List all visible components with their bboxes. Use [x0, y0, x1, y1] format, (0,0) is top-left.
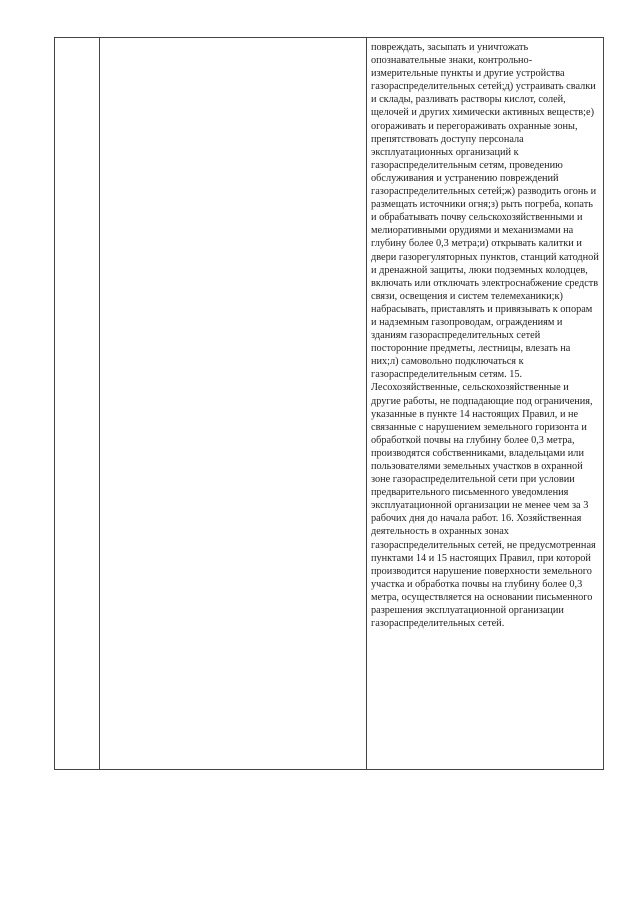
table-cell-empty	[100, 38, 367, 770]
cell-number-text	[55, 38, 99, 769]
document-table	[54, 37, 604, 770]
table-cell-number	[55, 38, 100, 770]
table-row	[55, 38, 604, 770]
table-cell-content	[367, 38, 604, 770]
cell-content-text: повреждать, засыпать и уничтожать опознавательные знаки, контрольно-измерительные пункты и другие устройства газораспределительных сетей;д) устраивать свалки и склады, разливать растворы кислот, солей, щелочей и других химически активных веществ;е) огораживать и перегораживать охранные зоны, препятствовать доступу персонала эксплуатационных организаций к газораспределительным сетям, проведению обслуживания и устранению повреждений газораспределительных сетей;ж) разводить огонь и размещать источники огня;з) рыть погреба, копать и обрабатывать почву сельскохозяйственными и мелиоративными орудиями и механизмами на глубину более 0,3 метра;и) открывать калитки и двери газорегуляторных пунктов, станций катодной и дренажной защиты, люки подземных колодцев, включать или отключать электроснабжение средств связи, освещения и систем телемеханики;к) набрасывать, приставлять и привязывать к опорам и надземным газопроводам, ограждениям и зданиям газораспределительных сетей посторонние предметы, лестницы, влезать на них;л) самовольно подключаться к газораспределительным сетям. 15. Лесохозяйственные, сельскохозяйственные и другие работы, не подпадающие под ограничения, указанные в пункте 14 настоящих Правил, и не связанные с нарушением земельного горизонта и обработкой почвы на глубину более 0,3 метра, производятся собственниками, владельцами или пользователями земельных участков в охранной зоне газораспределительной сети при условии предварительного письменного уведомления эксплуатационной организации не менее чем за 3 рабочих дня до начала работ. 16. Хозяйственная деятельность в охранных зонах газораспределительных сетей, не предусмотренная пунктами 14 и 15 настоящих Правил, при которой производится нарушение поверхности земельного участка и обработка почвы на глубину более 0,3 метра, осуществляется на основании письменного разрешения эксплуатационной организации газораспределительных сетей.	[371, 42, 599, 630]
cell-empty-text	[100, 38, 366, 769]
